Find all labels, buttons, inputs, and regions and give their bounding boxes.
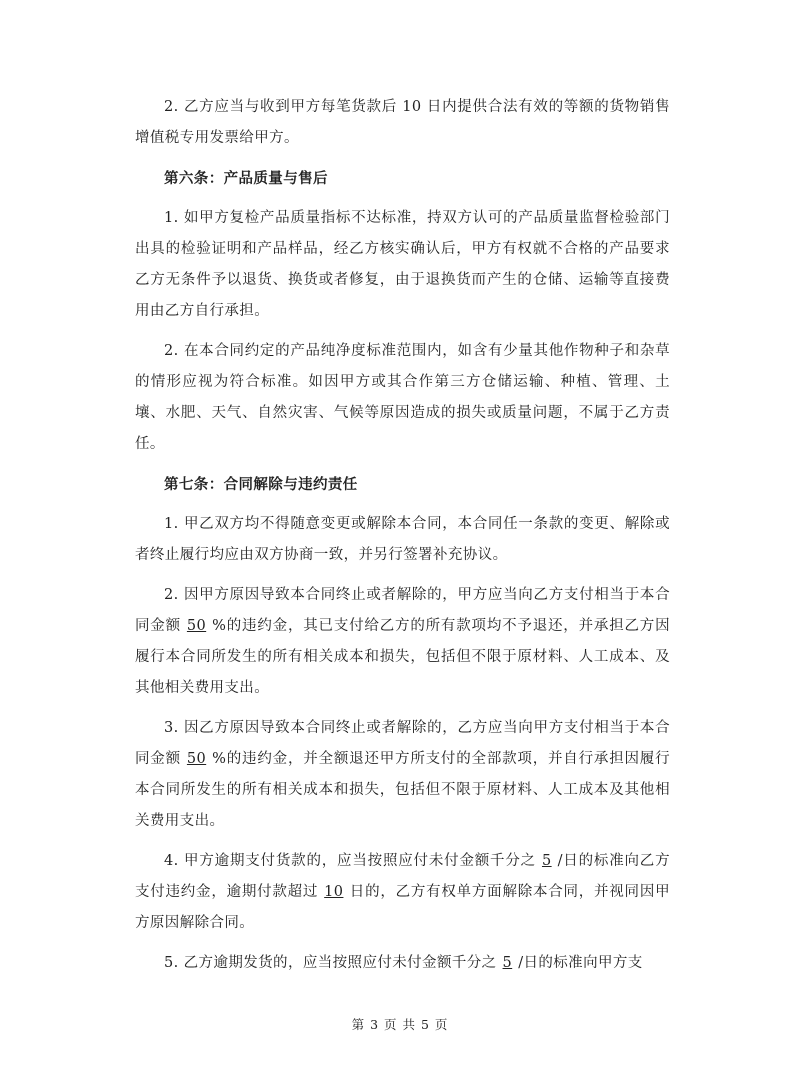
text-segment: /日的标准向甲方支 <box>518 955 643 971</box>
paragraph-art7-item4 <box>135 846 670 939</box>
paragraph-art7-item1: 1. 甲乙双方均不得随意变更或解除本合同，本合同任一条款的变更、解除或者终止履行均应由双方协商一致，并另行签署补充协议。 <box>135 516 670 563</box>
paragraph-art5-item2: 2. 乙方应当与收到甲方每笔货款后 10 日内提供合法有效的等额的货物销售增值税专用发票给甲方。 <box>135 99 670 146</box>
text-segment: 3. 因乙方原因导致本合同终止或者解除的，乙方应当向甲方支付相当于本合同金额 <box>135 720 670 767</box>
text-segment: %的违约金，并全额退还甲方所支付的全部款项，并自行承担因履行本合同所发生的所有相关成本和损失，包括但不限于原材料、人工成本及其他相关费用支出。 <box>135 751 671 829</box>
filled-blank: 5 <box>502 955 513 971</box>
paragraph-art6-item2: 2. 在本合同约定的产品纯净度标准范围内，如含有少量其他作物种子和杂草的情形应视为符合标准。如因甲方或其合作第三方仓储运输、种植、管理、土壤、水肥、天气、自然灾害、气候等原因造成的损失或质量问题，不属于乙方责任。 <box>135 343 670 452</box>
text-segment: 2. 因甲方原因导致本合同终止或者解除的，甲方应当向乙方支付相当于本合同金额 <box>135 587 670 634</box>
filled-blank: 10 <box>324 884 344 900</box>
text-segment: 日的，乙方有权单方面解除本合同，并视同因甲方原因解除合同。 <box>135 884 670 931</box>
paragraph-art7-item2 <box>135 580 670 704</box>
paragraph-art7-item5 <box>135 948 670 979</box>
filled-blank: 5 <box>541 853 552 869</box>
text-segment: 5. 乙方逾期发货的，应当按照应付未付金额千分之 <box>164 955 497 971</box>
document-body <box>135 92 670 988</box>
filled-blank: 50 <box>186 618 207 634</box>
text-segment: /日的标准向乙方支付违约金，逾期付款超过 <box>135 853 670 900</box>
article-6-heading: 第六条：产品质量与售后 <box>164 170 328 187</box>
page-number-footer: 第 3 页 共 5 页 <box>351 1017 449 1032</box>
text-segment: %的违约金，其已支付给乙方的所有款项均不予退还，并承担乙方因履行本合同所发生的所有相关成本和损失，包括但不限于原材料、人工成本、及其他相关费用支出。 <box>135 618 671 696</box>
paragraph-art7-item3 <box>135 713 670 837</box>
article-7-heading: 第七条：合同解除与违约责任 <box>164 476 358 493</box>
filled-blank: 50 <box>186 751 207 767</box>
text-segment: 4. 甲方逾期支付货款的，应当按照应付未付金额千分之 <box>164 853 536 869</box>
paragraph-art6-item1: 1. 如甲方复检产品质量指标不达标准，持双方认可的产品质量监督检验部门出具的检验证明和产品样品，经乙方核实确认后，甲方有权就不合格的产品要求乙方无条件予以退货、换货或者修复，由于退换货而产生的仓储、运输等直接费用由乙方自行承担。 <box>135 210 670 319</box>
